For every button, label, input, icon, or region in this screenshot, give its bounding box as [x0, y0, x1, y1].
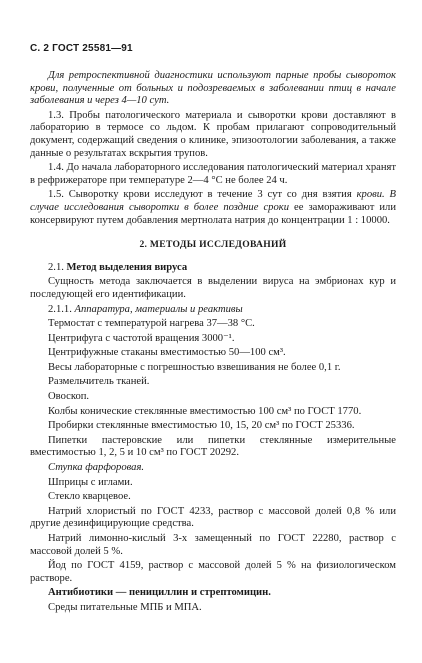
list-item: Среды питательные МПБ и МПА.	[48, 601, 202, 613]
list-item: Йод по ГОСТ 4159, раствор с массовой долей 5 % на физиологическом растворе.	[30, 560, 396, 584]
paragraph-1-5	[30, 189, 396, 227]
list-item: Центрифужные стаканы вместимостью 50—100 см³.	[48, 347, 286, 359]
list-item: Центрифуга с частотой вращения 3000⁻¹.	[48, 332, 235, 344]
page-header: С. 2 ГОСТ 25581—91	[30, 43, 133, 54]
list-item: Овоскоп.	[48, 391, 90, 403]
method-essence: Сущность метода заключается в выделении вируса на эмбрионах кур и последующей его идентификации.	[30, 276, 396, 300]
list-item: Шприцы с иглами.	[48, 476, 133, 488]
paragraph-retro: Для ретроспективной диагностики используют парные пробы сывороток крови, полученные от больных и подозреваемых в заболевании птиц в начале заболевания и через 4—10 сут.	[30, 70, 396, 107]
list-item: Весы лабораторные с погрешностью взвешивания не более 0,1 г.	[48, 361, 341, 373]
paragraph-1-5-italic: крови. В случае исследования сыворотки в более поздние сроки	[30, 189, 396, 213]
list-item: Натрий лимонно-кислый 3-х замещенный по ГОСТ 22280, раствор с массовой долей 5 %.	[30, 533, 396, 557]
list-item: Стекло кварцевое.	[48, 491, 131, 503]
section-title: 2. МЕТОДЫ ИССЛЕДОВАНИЙ	[139, 239, 287, 251]
paragraph-1-5-start: 1.5. Сыворотку крови исследуют в течение 3 сут со дня взятия	[48, 189, 357, 201]
list-item: Пипетки пастеровские или пипетки стеклянные измерительные вместимостью 1, 2, 5 и 10 см³ по ГОСТ 20292.	[30, 434, 396, 459]
method-heading-text: Метод выделения вируса	[66, 261, 188, 273]
method-heading-num: 2.1.	[48, 261, 67, 273]
list-item: Натрий хлористый по ГОСТ 4233, раствор с массовой долей 0,8 % или другие дезинфицирующие средства.	[30, 505, 396, 530]
list-item: Размельчитель тканей.	[48, 376, 150, 388]
list-item: Колбы конические стеклянные вместимостью 100 см³ по ГОСТ 1770.	[48, 405, 362, 417]
equipment-heading	[30, 304, 396, 317]
equipment-heading-num: 2.1.1.	[48, 303, 75, 315]
document-body	[30, 70, 396, 617]
list-item: Пробирки стеклянные вместимостью 10, 15, 20 см³ по ГОСТ 25336.	[48, 420, 355, 432]
equipment-heading-text: Аппаратура, материалы и реактивы	[74, 303, 243, 315]
paragraph-1-5-end: ее замораживают или консервируют путем добавления мертнолата натрия до концентрации 1 : 10000.	[30, 201, 396, 226]
paragraph-1-3: 1.3. Пробы патологического материала и сыворотки крови доставляют в лабораторию в термосе со льдом. К пробам прилагают сопроводительный документ, содержащий сведения о клинике, эпизоотологии заболевания, а также данные о результатах вскрытия трупов.	[30, 109, 396, 159]
list-item-antibiotics: Антибиотики — пенициллин и стрептомицин.	[48, 587, 271, 599]
method-heading	[30, 262, 396, 275]
list-item: Термостат с температурой нагрева 37—38 °С.	[48, 318, 255, 330]
list-item-italic: Ступка фарфоровая.	[48, 462, 145, 474]
paragraph-1-4: 1.4. До начала лабораторного исследования патологический материал хранят в рефрижераторе при температуре 2—4 °С не более 24 ч.	[30, 162, 396, 186]
